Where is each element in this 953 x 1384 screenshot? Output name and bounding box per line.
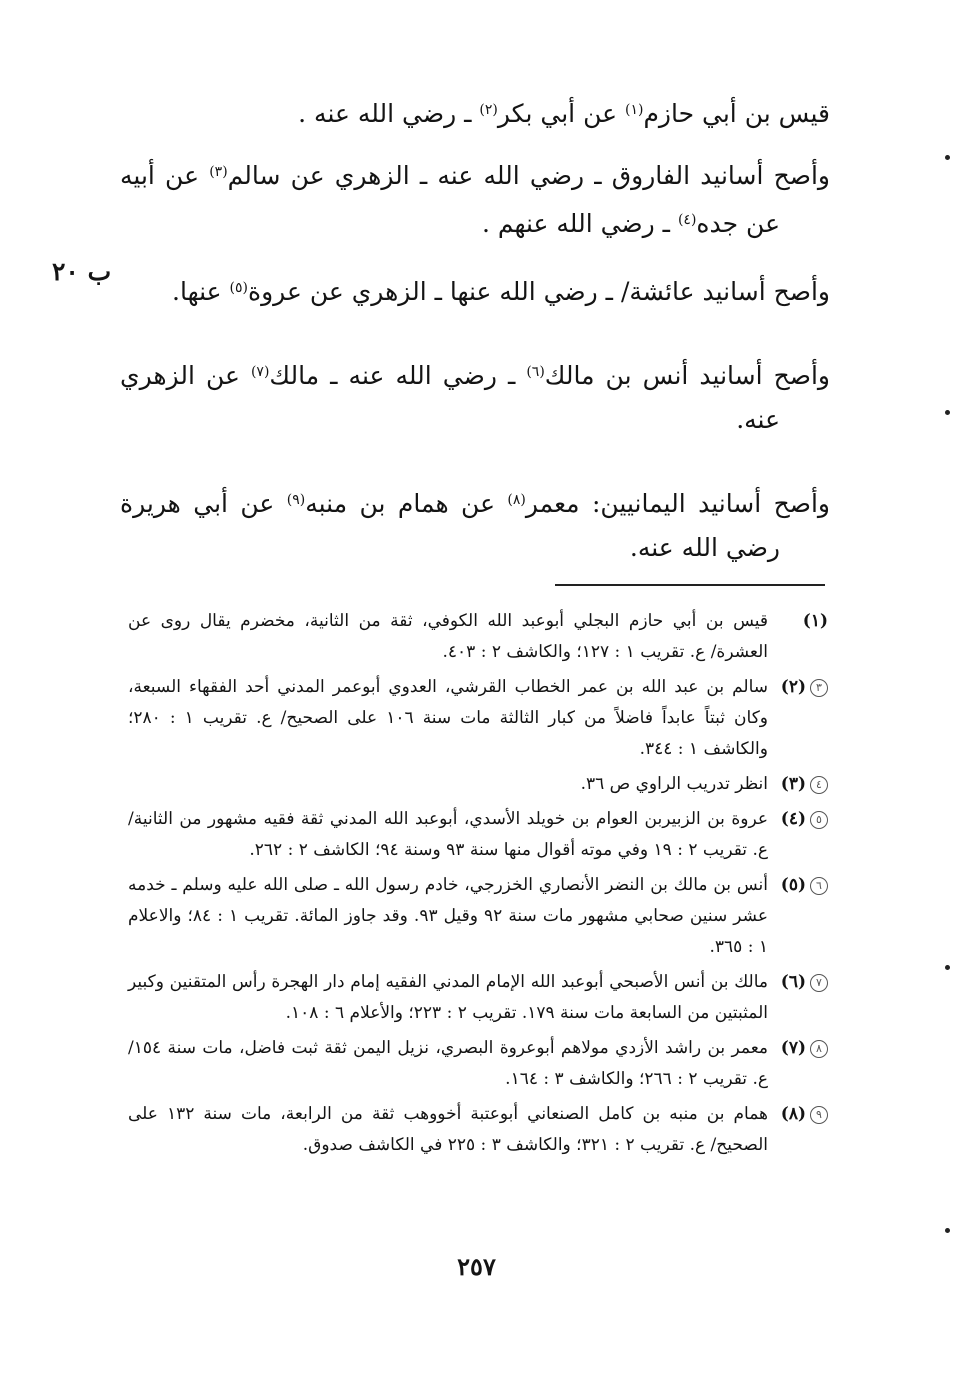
text-run: قيس بن أبي حازم (643, 99, 830, 128)
footnote-text: انظر تدريب الراوي ص ٣٦. (580, 774, 768, 794)
footnote-3 (128, 769, 828, 800)
paragraph-5 (120, 478, 830, 570)
footnote-ref[interactable]: (٩) (286, 492, 306, 508)
footnote-number (768, 672, 828, 765)
scan-speck (945, 965, 950, 970)
footnote-number (768, 804, 828, 866)
paragraph-4 (120, 350, 830, 442)
footnote-separator (555, 584, 825, 586)
footnote-number-text: (٣) (780, 774, 806, 794)
footnote-ref[interactable]: (٦) (526, 364, 545, 380)
footnote-number-text: (٤) (780, 809, 806, 829)
handwritten-number-circle: ٥ (810, 811, 828, 829)
manuscript-folio-note: ب ٢٠ (52, 257, 112, 286)
footnote-7 (128, 1033, 828, 1095)
scan-speck (945, 410, 950, 415)
footnote-number (768, 1099, 828, 1161)
handwritten-number-circle: ٦ (810, 877, 828, 895)
footnote-2 (128, 672, 828, 765)
paragraph-2 (120, 150, 830, 246)
main-text-block (120, 88, 830, 606)
footnote-ref[interactable]: (٢) (479, 102, 498, 118)
text-run: وأصح أسانيد عائشة/ ـ رضي الله عنها ـ الزهري عن عروة (248, 277, 830, 306)
footnote-ref[interactable]: (٥) (229, 280, 249, 296)
footnote-ref[interactable]: (٤) (677, 212, 697, 228)
handwritten-number-circle: ٩ (810, 1106, 828, 1124)
text-run: عن همام بن منبه (305, 489, 508, 518)
footnotes-list (128, 606, 828, 1165)
footnote-ref[interactable]: (٣) (209, 164, 228, 180)
paragraph-1 (120, 88, 830, 136)
footnote-number-text: (٨) (780, 1104, 806, 1124)
footnote-number-text: (٧) (780, 1038, 806, 1058)
text-run: ـ رضي الله عنه ـ مالك (269, 361, 527, 390)
footnote-number-text: (٢) (780, 677, 806, 697)
footnote-number (768, 1033, 828, 1095)
handwritten-number-circle: ٨ (810, 1040, 828, 1058)
footnote-number (768, 606, 828, 668)
handwritten-number-circle: ٣ (810, 679, 828, 697)
footnote-number-text: (١) (802, 611, 828, 631)
footnote-number (768, 967, 828, 1029)
footnote-text: قيس بن أبي حازم البجلي أبوعبد الله الكوفي، ثقة من الثانية، مخضرم يقال روى عن العشرة/ ع. تقريب ١ : ١٢٧؛ والكاشف ٢ : ٤٠٣. (128, 611, 768, 662)
paragraph-3 (120, 266, 830, 314)
text-run: عنها. (172, 277, 230, 306)
footnote-8 (128, 1099, 828, 1161)
footnote-ref[interactable]: (٨) (507, 492, 526, 508)
footnote-number-text: (٥) (780, 875, 806, 895)
scan-speck (945, 1228, 950, 1233)
handwritten-number-circle: ٧ (810, 974, 828, 992)
footnote-number (768, 870, 828, 963)
footnote-ref[interactable]: (٧) (250, 364, 270, 380)
footnote-text: أنس بن مالك بن النضر الأنصاري الخزرجي، خادم رسول الله ـ صلى الله عليه وسلم ـ خدمه عشر سنين صحابي مشهور مات سنة ٩٢ وقيل ٩٣. وقد جاوز المائة. تقريب ١ : ٨٤؛ والاعلام ١ : ٣٦٥. (128, 875, 768, 957)
text-run: وأصح أسانيد أنس بن مالك (544, 361, 830, 390)
footnote-text: عروة بن الزبيربن العوام بن خويلد الأسدي، أبوعبد الله المدني ثقة فقيه مشهور من الثانية/ ع. تقريب ٢ : ١٩ وفي موته أقوال منها سنة ٩٣ وسنة ٩٤؛ الكاشف ٢ : ٢٦٢. (128, 809, 768, 860)
footnote-number (768, 769, 828, 800)
footnote-ref[interactable]: (١) (624, 102, 644, 118)
footnote-text: سالم بن عبد الله بن عمر الخطاب القرشي، العدوي أبوعمر المدني أحد الفقهاء السبعة، وكان ثبتاً عابداً فاضلاً من كبار الثالثة مات سنة ١٠٦ على الصحيح/ ع. تقريب ١ : ٢٨٠؛ والكاشف ١ : ٣٤٤. (128, 677, 768, 759)
text-run: ـ رضي الله عنه . (298, 99, 480, 128)
text-run: عن أبي بكر (497, 99, 625, 128)
text-run: وأصح أسانيد اليمانيين: معمر (525, 489, 830, 518)
footnote-4 (128, 804, 828, 866)
text-run: عن أبيه عن جده (120, 161, 780, 238)
handwritten-number-circle: ٤ (810, 776, 828, 794)
footnote-number-text: (٦) (780, 972, 806, 992)
text-run: عن الزهري عنه. (120, 361, 780, 434)
footnote-6 (128, 967, 828, 1029)
footnote-1 (128, 606, 828, 668)
footnote-text: همام بن منبه بن كامل الصنعاني أبوعتبة أخووهب ثقة من الرابعة، مات سنة ١٣٢ على الصحيح/ ع. تقريب ٢ : ٣٢١؛ والكاشف ٣ : ٢٢٥ في الكاشف صدوق. (128, 1104, 768, 1155)
scan-speck (945, 155, 950, 160)
footnote-5 (128, 870, 828, 963)
text-run: ـ رضي الله عنهم . (481, 209, 678, 238)
footnote-text: مالك بن أنس الأصبحي أبوعبد الله الإمام المدني الفقيه إمام دار الهجرة رأس المتقنين وكبير المثبتين من السابعة مات سنة ١٧٩. تقريب ٢ : ٢٢٣؛ والأعلام ٦ : ١٠٨. (128, 972, 769, 1023)
text-run: عن أبي هريرة رضي الله عنه. (120, 489, 780, 562)
text-run: وأصح أسانيد الفاروق ـ رضي الله عنه ـ الزهري عن سالم (227, 161, 830, 190)
page-number: ٢٥٧ (457, 1252, 496, 1281)
footnote-text: معمر بن راشد الأزدي مولاهم أبوعروة البصري، نزيل اليمن ثقة ثبت فاضل، مات سنة ١٥٤/ ع. تقريب ٢ : ٢٦٦؛ والكاشف ٣ : ١٦٤. (128, 1038, 768, 1089)
